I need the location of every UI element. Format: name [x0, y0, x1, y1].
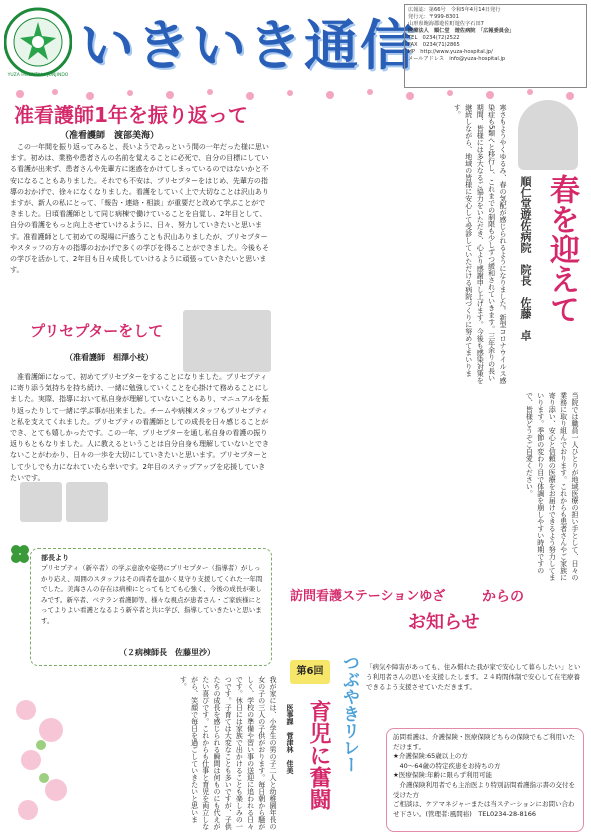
spring-greeting-title: 春を迎えて: [544, 174, 579, 324]
chief-note-signature: （２病棟師長 佐藤里沙）: [119, 648, 215, 657]
spring-greeting-body: 寒さもようやくゆるみ、春の気配が感じられるようになりました。新型コロナウイルス感染症も5類へと移行し、これまでの制限も少しずつ緩和されていきます。三年余りの長い期間、皆様には多大なるご協力をいただき、心より感謝申し上げます。今後も感染対策を継続しながら、地域の皆様に安心して受診していただける病院づくりに努めてまいります。: [453, 104, 507, 384]
article-preceptor-title: プリセプターをして: [30, 322, 164, 340]
info-line: 山形県飽海郡遊佐町遊佐字石田7: [408, 21, 484, 27]
header: [0, 0, 591, 92]
info-line: 医療法人 順仁堂 遊佐病院 「広報委員会」: [408, 28, 515, 34]
notice-line: 40〜64歳の特定疾患をお持ちの方: [393, 761, 501, 770]
info-line: FAX 0234(71)2865: [408, 42, 460, 48]
newsletter-title: いきいき通信: [80, 14, 416, 77]
photo-preceptor-pair: [183, 310, 271, 372]
relay-body: 我が家には、小学生の男の子二人と幼稚園年長の女の子の三人の子供がおります。毎日朝から騒がしく、学校の準備や習い事の送迎に追われる日々です。休日には家族で出かけることも楽しみの一つです。子育ては大変なことも多いですが、子供たちの成長を感じられる瞬間は何ものにも代えがたい喜びです。これからも仕事と育児を両立しながら、笑顔で毎日を過ごしていきたいと思います。: [179, 676, 277, 830]
notice-line: ご相談は、ケアマネジャーまたは当ステーションにお問い合わせ下さい。(管理者:風間裕) TEL0234-28-8166: [393, 800, 575, 818]
logo-text: YUZA HOSPITAL · JUNJINDO: [7, 73, 69, 78]
station-quote: 「病気や障害があっても、住み慣れた我が家で安心して暮らしたい」という利用者さんの思いを支援したします。２４時間体制で安心して在宅療養できるよう支援させていただきます。: [366, 663, 581, 692]
chief-note-body: プリセプティ（新卒者）の学ぶ意欲や姿勢にプリセプター（指導者）がしっかり応え、周囲のスタッフはその両者を温かく見守り支援してくれた一年間でした。美海さんの存在は病棟にとってもとても心強く、今後の成長が楽しみです。新卒者、ベテラン看護師等、様々な視点が患者さん・ご家族様にとってよりよい看護となるよう新卒者と共に学び、指導していきたいと思います。: [41, 564, 263, 625]
info-line: TEL 0234(72)2522: [408, 35, 460, 41]
article-nurse-year-body: この一年間を振り返ってみると、長いようであっという間の一年だった様に思います。初めは、業務や患者さんの名前を覚えることに必死で、自分の目標にしている看護が出来ず、患者さんや先輩方に迷惑をかけてしまっているのではないかと不安になることもありました。それでも不安は、プリセプターをはじめ、先輩方の指導のおかげで、徐々になくなりました。看護をしていく上で大切なことは沢山ありますが、新人の私にとって、「報告・連絡・相談」が重要だと改めて学ぶことができました。日頃看護師として同じ病棟で働けていることを自覚し、2年目として、自分の看護をもっと向上させていけるように、日々、努力していきたいと思います。准看護師として初めての現場に戸惑うことも沢山ありましたが、プリセプターやスタッフの方々の指導のおかげで多くの学びを得ることができました。今後もその学びを活かして、2年目も日々成長していけるように頑張っていきたいと思います。: [10, 143, 269, 275]
photo-nurse-b: [66, 482, 108, 522]
notice-line: 介護保険利用者でも主治医より特別訪問看護指示書の交付を受けた方: [393, 780, 575, 799]
flower-icon: [6, 690, 76, 830]
director-photo: [518, 100, 578, 170]
notice-line: 訪問看護は、介護保険・医療保険どちらの保険でもご利用いただけます。: [393, 733, 575, 751]
spring-greeting-org: 順仁堂遊佐病院 院長 佐藤 卓: [519, 176, 532, 341]
article-nurse-year-title: 准看護師1年を振り返って: [14, 103, 248, 127]
notice-line: ★介護保険:65歳以上の方: [393, 752, 468, 761]
info-line: 広報誌：第66号 令和5年4月14日発行: [408, 7, 501, 13]
hospital-logo: [4, 4, 72, 82]
relay-round-badge: 第6回: [290, 660, 330, 684]
info-line: HP http://www.yuza-hospital.jp/: [408, 49, 493, 55]
relay-author: 医事課 菅津林 佳美: [286, 704, 294, 774]
station-title-news: お知らせ: [408, 612, 480, 633]
director-column-body: 当院では職員一人ひとりが地域医療の担い手として、日々の業務に取り組んでおります。これからも患者さんやご家族に寄り添い、安心と信頼の医療をお届けできるよう努力してまいります。季節の変わり目で体調を崩しやすい時期ですので、皆様どうぞご自愛ください。: [525, 392, 579, 581]
chief-note-box: [30, 548, 272, 666]
article-preceptor-author: （准看護師 相澤小枝）: [65, 353, 153, 362]
relay-subtitle: 育児に奮闘: [306, 700, 331, 810]
relay-title: つぶやきリレー: [339, 654, 359, 773]
article-nurse-year-author: （准看護師 渡部美海）: [60, 131, 160, 141]
article-preceptor-body: 准看護師になって、初めてプリセプターをすることになりました。プリセプティに寄り添う気持ちを持ち続け、一緒に勉強していくことを心掛けて務めることにしました。実際、指導において私自身が理解していないこともあり、マニュアルを振り返ったりして一緒に学ぶ事が出来ました。チームや病棟スタッフもプリセプティと私を支えてくれました。プリセプティの看護師としての成長を日々感じることができ、とても嬉しかったです。この一年、プリセプターを通し私自身の看護の振り返りもともなりました。人に教えるということは自分自身も理解していないとできないことがわかり、日々の一歩を大切にしていきたいと思います。プリセプターとして少しでも力になれていたら幸いです。2年目のステップアップを応援していきたいです。: [10, 373, 269, 482]
notice-line: ★医療保険:年齢に限らず利用可能: [393, 771, 493, 780]
publication-info: [404, 4, 587, 88]
station-title-main: 訪問看護ステーションゆざ: [290, 589, 446, 604]
info-line: 発行元：〒999-8301: [408, 14, 459, 20]
info-line: メールアドレス info@yuza-hospital.jp: [408, 56, 506, 62]
clover-icon: [7, 541, 33, 567]
station-notice-box: [386, 728, 584, 832]
photo-nurse-a: [20, 482, 62, 522]
station-title: [290, 586, 585, 648]
chief-note-heading: 部長より: [41, 554, 69, 562]
station-title-from: からの: [482, 589, 524, 605]
